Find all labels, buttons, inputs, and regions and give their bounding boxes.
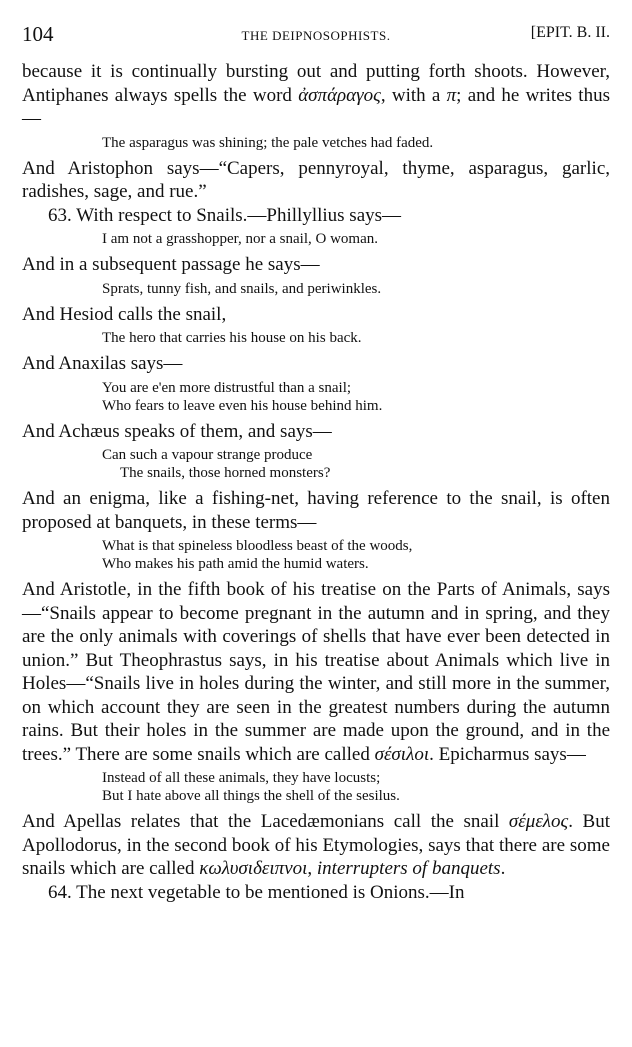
verse-line: What is that spineless bloodless beast of the woods, [102, 538, 413, 554]
running-header [22, 22, 610, 48]
text-run: And Aristotle, in the fifth book of his treatise on the Parts of Animals, says—“Snails appear to become pregnant in the autumn and in spring, and they are the only animals with coverings of shells that have ever been detected in union.” But Theophrastus says, in his treatise about Animals which live in Holes—“Snails live in holes during the winter, and still more in the summer, on which account they are seen in the greatest numbers during the autumn rains. But their holes in the summer are made upon the ground, and in the trees.” There are some snails which are called [22, 579, 610, 765]
text-run: . [500, 858, 506, 879]
verse-line: The asparagus was shining; the pale vetches had faded. [102, 134, 434, 151]
greek-word: κωλυσιδειπνοι [199, 858, 308, 879]
paragraph-aristophon: And Aristophon says—“Capers, pennyroyal, thyme, asparagus, garlic, radishes, sage, and rue.” [22, 157, 610, 202]
verse-line: Instead of all these animals, they have locusts; [102, 770, 381, 786]
text-run: because it is continually bursting out and putting forth shoots. [22, 61, 528, 82]
page-number: 104 [22, 22, 54, 46]
text-run: . But Apollodorus, in the second book of his Etymologies, says that there are some snails which are called [22, 811, 611, 879]
paragraph-hesiod: And Hesiod calls the snail, [22, 303, 227, 325]
verse-line: Who fears to leave even his house behind him. [102, 397, 383, 414]
text-run: And Apellas relates that the Lacedæmonians call the snail [22, 811, 509, 832]
verse-quote [102, 446, 610, 482]
verse-quote [102, 379, 610, 415]
paragraph-enigma: And an enigma, like a fishing-net, having reference to the snail, is often proposed at banquets, in these terms— [22, 488, 610, 533]
verse-line: Can such a vapour strange produce [102, 447, 313, 463]
greek-word: σέμελος [508, 811, 569, 832]
section-63-heading: 63. With respect to Snails.—Phillyllius says— [48, 204, 402, 226]
verse-line: I am not a grasshopper, nor a snail, O woman. [102, 231, 378, 247]
paragraph-achaeus: And Achæus speaks of them, and says— [22, 420, 332, 442]
verse-quote [102, 537, 610, 573]
text-run: . Epicharmus says— [429, 743, 586, 765]
italic-gloss: interrupters of banquets [316, 858, 501, 879]
verse-line: The snails, those horned monsters? [120, 465, 331, 481]
verse-line: Sprats, tunny fish, and snails, and periwinkles. [102, 280, 382, 297]
verse-quote [102, 134, 610, 152]
text-run: ; and he writes thus— [22, 84, 610, 129]
verse-line: You are e'en more distrustful than a snail; [102, 379, 352, 396]
verse-quote [102, 230, 610, 248]
verse-quote [102, 280, 610, 298]
verse-line: The hero that carries his house on his back. [102, 330, 362, 346]
running-title: THE DEIPNOSOPHISTS. [241, 28, 391, 43]
text-run: However, Antiphanes always spells the word [22, 61, 610, 106]
greek-letter: π [446, 84, 457, 106]
paragraph-asparagus [22, 60, 610, 131]
section-64-heading: 64. The next vegetable to be mentioned is Onions.—In [48, 881, 465, 903]
verse-line: Who makes his path amid the humid waters. [102, 556, 369, 572]
paragraph-apellas [22, 810, 610, 881]
text-run: , [307, 858, 317, 879]
paragraph-aristotle [22, 578, 610, 766]
section-marker: [EPIT. B. II. [530, 24, 610, 41]
greek-word: ἀσπάραγος [298, 84, 381, 106]
verse-line: But I hate above all things the shell of the sesilus. [102, 788, 400, 804]
page-body [22, 60, 610, 904]
greek-word: σέσιλοι [374, 743, 430, 765]
paragraph-anaxilas: And Anaxilas says— [22, 353, 183, 374]
text-run: , with a [380, 84, 447, 106]
verse-quote [102, 329, 610, 347]
verse-quote [102, 769, 610, 805]
paragraph-subsequent: And in a subsequent passage he says— [22, 254, 320, 275]
